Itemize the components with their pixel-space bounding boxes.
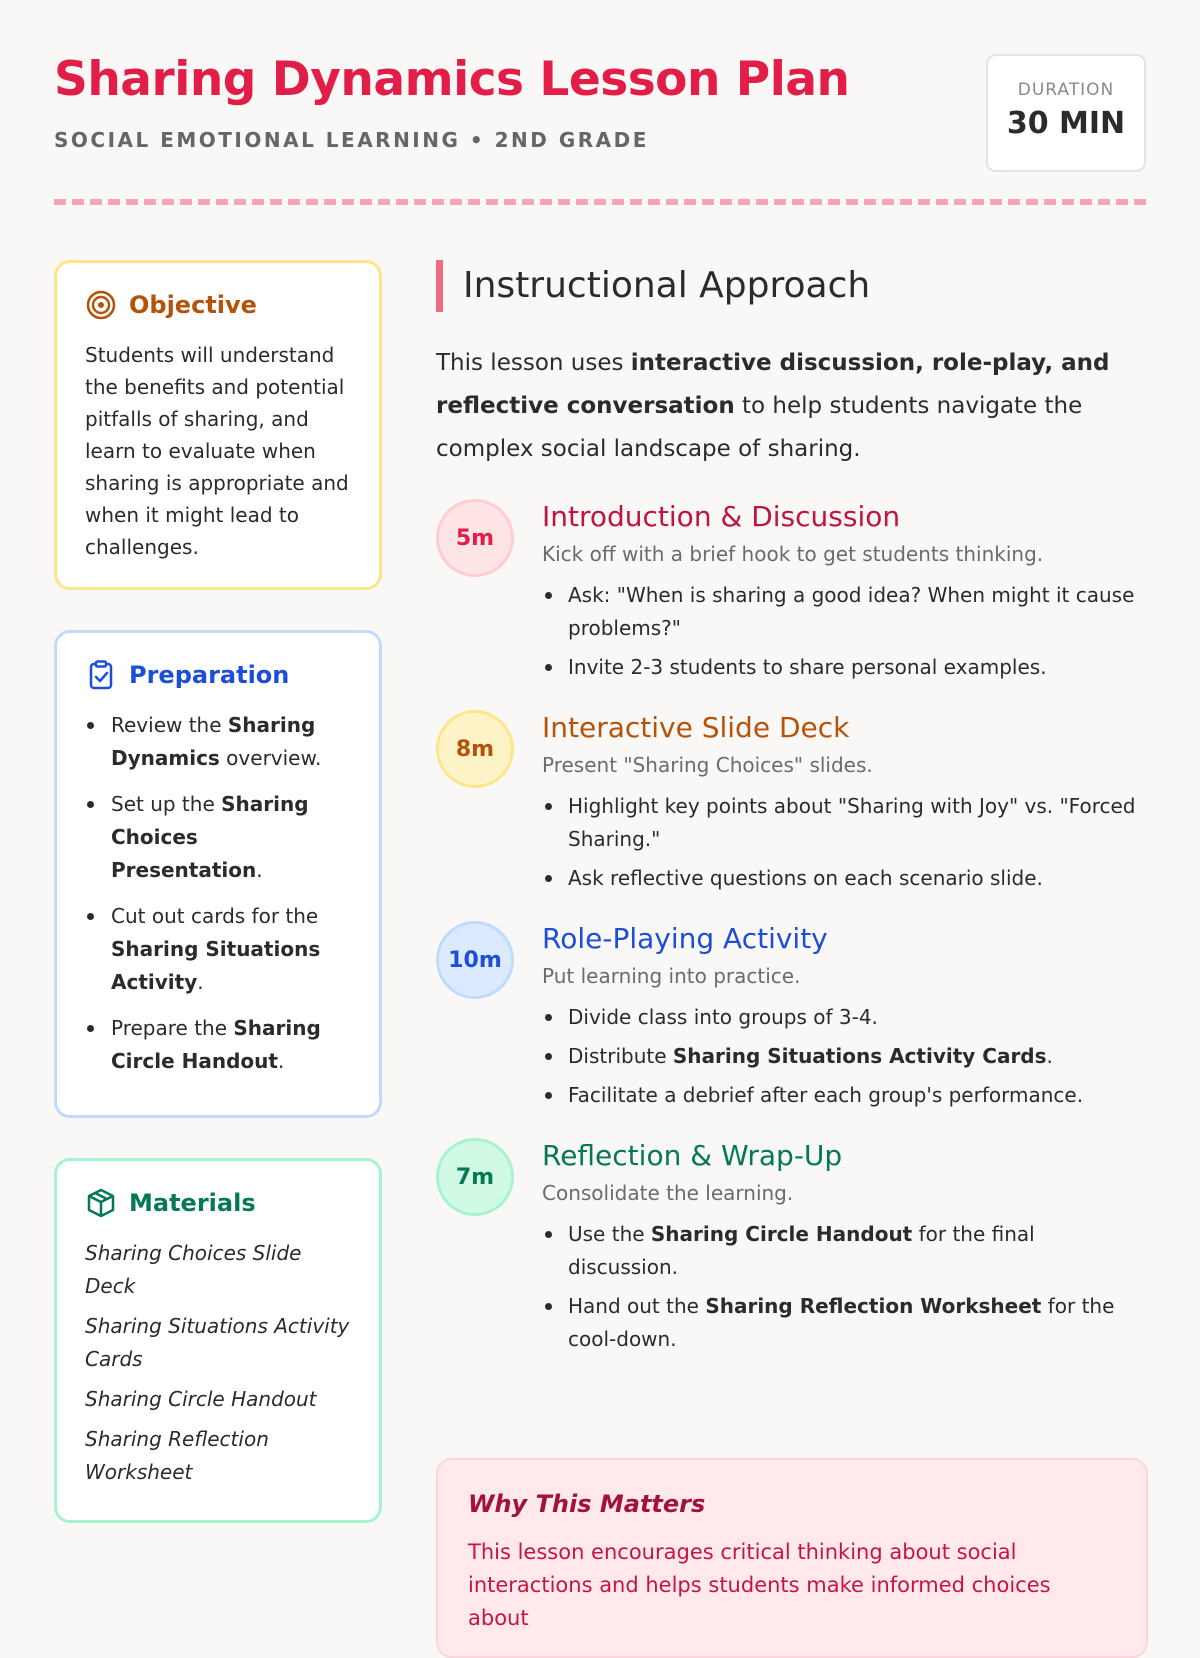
time-badge: 8m	[436, 710, 514, 788]
intro-text: This lesson uses	[436, 350, 631, 376]
list-item	[85, 1012, 353, 1078]
step-title: Introduction & Discussion	[542, 500, 901, 533]
materials-list	[85, 1237, 353, 1489]
objective-text: Students will understand the benefits and potential pitfalls of sharing, and learn to evaluate when sharing is appropriate and when it might lead to challenges.	[85, 343, 349, 559]
list-item: Sharing Choices Slide Deck	[85, 1241, 302, 1298]
step-introduction	[436, 499, 1148, 684]
step-title: Interactive Slide Deck	[542, 711, 850, 744]
intro-text-end: to help students navigate the complex social landscape of sharing.	[436, 393, 1083, 462]
step-bullets	[542, 1001, 1148, 1112]
list-item	[542, 651, 1148, 684]
item-text: Cut out cards for the	[111, 904, 319, 928]
preparation-header	[85, 659, 353, 691]
target-icon	[85, 289, 117, 321]
list-item	[542, 1079, 1148, 1112]
item-text: Ask reflective questions on each scenario slide.	[568, 866, 1043, 890]
item-bold: Sharing Circle Handout	[111, 1016, 321, 1073]
item-text-end: overview.	[219, 746, 322, 770]
list-item	[542, 790, 1148, 856]
list-item	[85, 709, 353, 775]
left-column	[54, 260, 382, 1563]
step-slide-deck	[436, 710, 1148, 895]
materials-title: Materials	[129, 1189, 256, 1217]
item-text: Ask: "When is sharing a good idea? When might it cause problems?"	[568, 583, 1135, 640]
item-text-end: .	[197, 970, 204, 994]
item-text: Hand out the	[568, 1294, 706, 1318]
time-badge: 5m	[436, 499, 514, 577]
item-bold: Sharing Choices Presentation	[111, 792, 309, 882]
item-bold: Sharing Dynamics	[111, 713, 316, 770]
item-text-end: .	[1046, 1044, 1053, 1068]
approach-intro	[436, 342, 1148, 471]
list-item	[542, 1290, 1148, 1356]
list-item: Sharing Reflection Worksheet	[85, 1427, 269, 1484]
item-text: Facilitate a debrief after each group's performance.	[568, 1083, 1084, 1107]
step-reflection	[436, 1138, 1148, 1356]
why-this-matters-box	[436, 1458, 1148, 1658]
list-item	[542, 579, 1148, 645]
item-text: Invite 2-3 students to share personal examples.	[568, 655, 1047, 679]
step-bullets	[542, 790, 1148, 895]
item-text: Prepare the	[111, 1016, 234, 1040]
step-description: Consolidate the learning.	[542, 1181, 794, 1205]
page-title: Sharing Dynamics Lesson Plan	[54, 52, 850, 107]
duration-value: 30 MIN	[1006, 106, 1126, 141]
objective-title: Objective	[129, 291, 257, 319]
step-description: Put learning into practice.	[542, 964, 801, 988]
step-list	[436, 499, 1148, 1356]
list-item	[542, 1218, 1148, 1284]
item-text-end: .	[277, 1049, 285, 1073]
materials-card	[54, 1158, 382, 1523]
header	[54, 0, 1146, 210]
page-subtitle: SOCIAL EMOTIONAL LEARNING • 2ND GRADE	[54, 128, 649, 152]
preparation-title: Preparation	[129, 661, 290, 689]
list-item	[542, 862, 1148, 895]
item-text: Distribute	[568, 1044, 673, 1068]
objective-header	[85, 289, 353, 321]
item-bold: Sharing Situations Activity	[111, 937, 321, 994]
time-badge: 7m	[436, 1138, 514, 1216]
item-bold: Sharing Circle Handout	[650, 1222, 913, 1246]
item-bold: Sharing Situations Activity Cards	[672, 1044, 1047, 1068]
step-description: Kick off with a brief hook to get students thinking.	[542, 542, 1044, 566]
step-role-playing	[436, 921, 1148, 1112]
header-divider	[54, 199, 1146, 205]
list-item: Sharing Circle Handout	[85, 1387, 317, 1411]
step-title: Role-Playing Activity	[542, 922, 828, 955]
why-title: Why This Matters	[468, 1490, 706, 1518]
duration-box	[986, 54, 1146, 172]
section-heading: Instructional Approach	[436, 260, 1148, 312]
list-item	[542, 1040, 1148, 1073]
step-title: Reflection & Wrap-Up	[542, 1139, 843, 1172]
objective-card	[54, 260, 382, 590]
package-icon	[85, 1187, 117, 1219]
preparation-list	[85, 709, 353, 1078]
clipboard-check-icon	[85, 659, 117, 691]
duration-label: DURATION	[1017, 80, 1115, 100]
item-text-end: for the final discussion.	[568, 1222, 1035, 1279]
why-text: This lesson encourages critical thinking about social interactions and helps students make informed choices about	[468, 1540, 1051, 1630]
list-item	[85, 788, 353, 887]
item-text-end: .	[256, 858, 263, 882]
list-item	[542, 1001, 1148, 1034]
list-item	[85, 900, 353, 999]
time-badge: 10m	[436, 921, 514, 999]
preparation-card	[54, 630, 382, 1118]
item-text: Set up the	[111, 792, 222, 816]
step-bullets	[542, 1218, 1148, 1356]
step-description: Present "Sharing Choices" slides.	[542, 753, 873, 777]
step-bullets	[542, 579, 1148, 684]
item-text: Divide class into groups of 3-4.	[568, 1005, 878, 1029]
intro-bold: interactive discussion, role-play, and reflective conversation	[436, 350, 1110, 419]
right-column	[436, 260, 1148, 1382]
list-item: Sharing Situations Activity Cards	[85, 1314, 350, 1371]
item-text: Use the	[568, 1222, 651, 1246]
item-bold: Sharing Reflection Worksheet	[705, 1294, 1042, 1318]
item-text: Highlight key points about "Sharing with Joy" vs. "Forced Sharing."	[568, 794, 1136, 851]
item-text-end: for the cool-down.	[568, 1294, 1115, 1351]
materials-header	[85, 1187, 353, 1219]
item-text: Review the	[111, 713, 228, 737]
